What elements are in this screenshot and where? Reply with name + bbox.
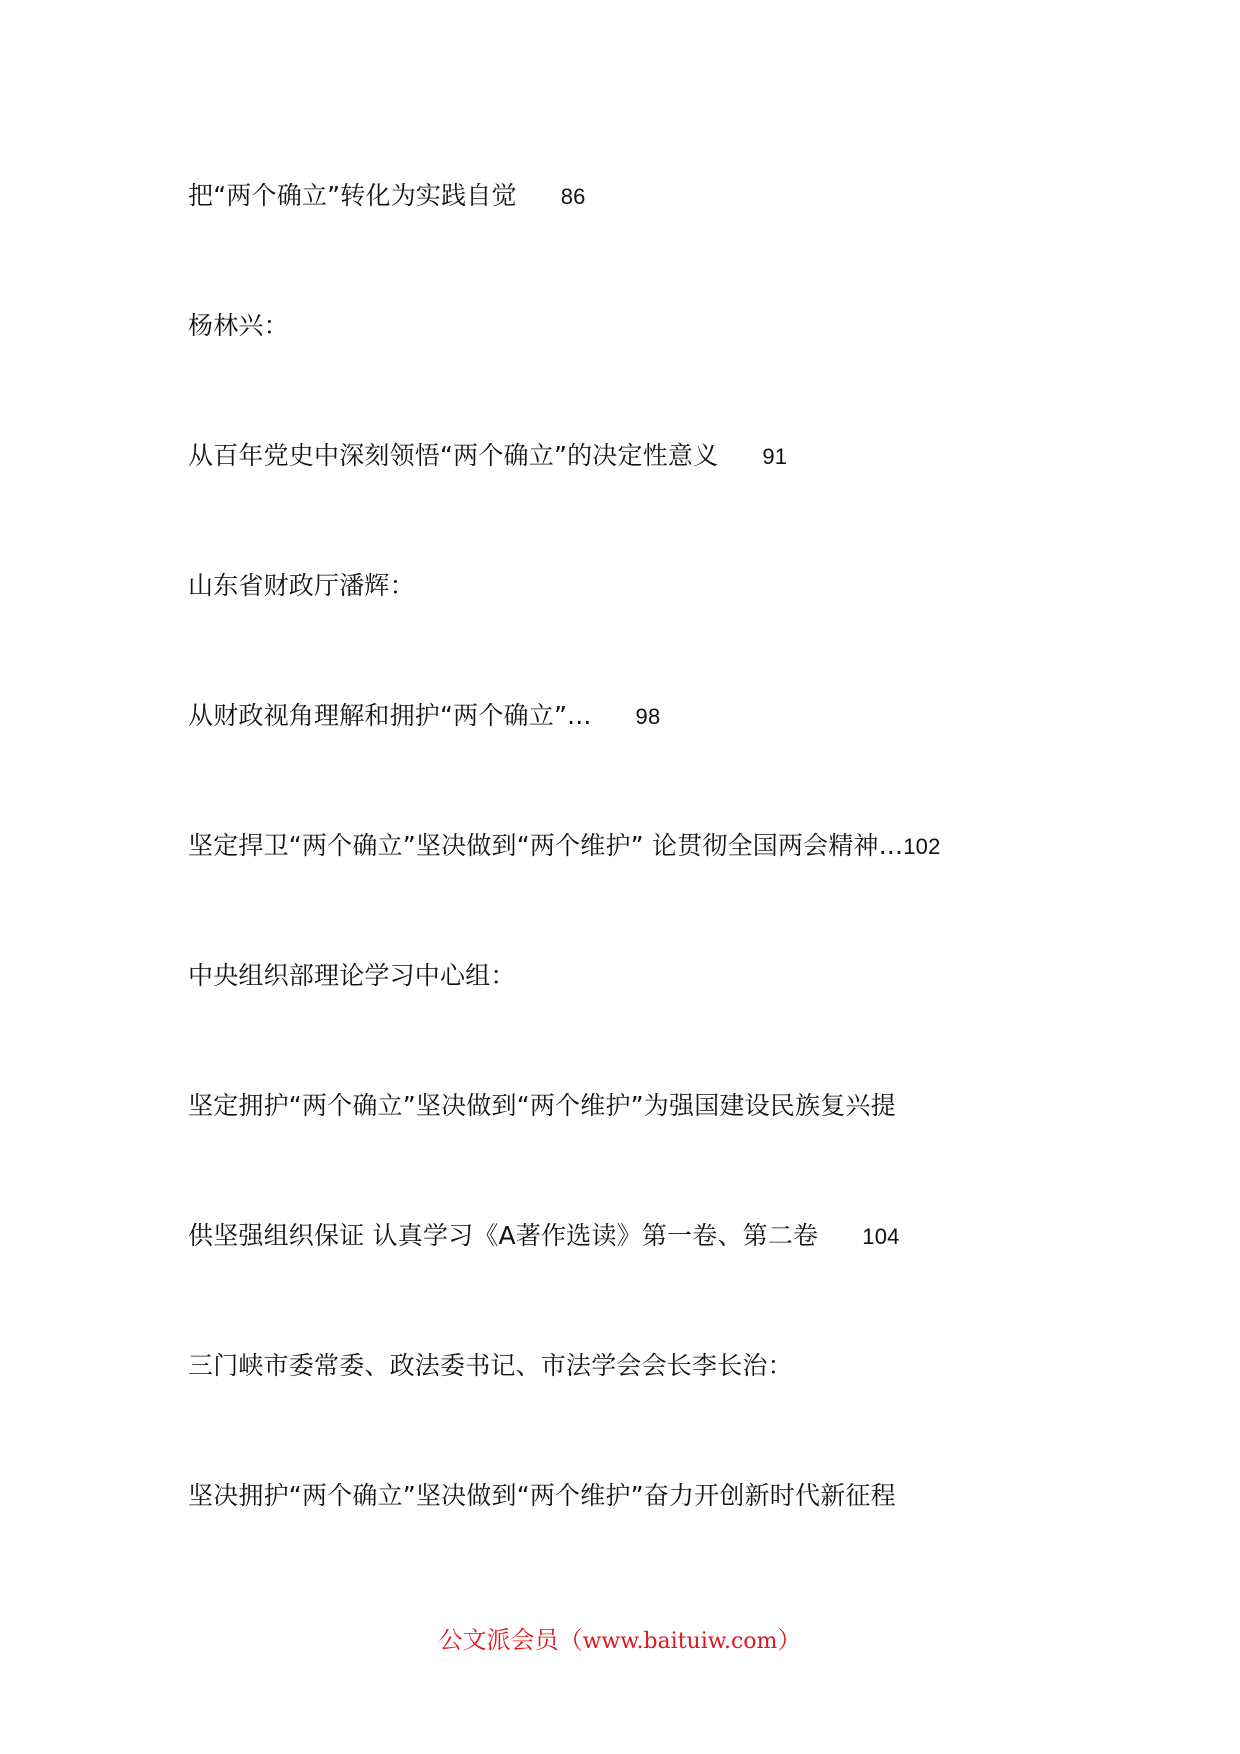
toc-author-line (188, 570, 415, 602)
toc-author-line (188, 1350, 793, 1382)
footer-brand: 公文派会员 (438, 1626, 559, 1654)
footer-close-paren: ） (777, 1626, 802, 1654)
toc-entry-page-number: 91 (762, 444, 788, 469)
toc-entry-title: 从财政视角理解和拥护“两个确立”... (188, 701, 592, 730)
footer-open-paren: （ (558, 1626, 583, 1654)
toc-author-line (188, 310, 289, 342)
toc-entry-title: 坚定捍卫“两个确立”坚决做到“两个维护” 论贯彻全国两会精神... (188, 831, 904, 860)
toc-entry-title: 坚决拥护“两个确立”坚决做到“两个维护”奋力开创新时代新征程 (188, 1481, 896, 1510)
footer-url-link[interactable]: www.baituiw.com (582, 1629, 778, 1654)
toc-entry-page-number: 104 (862, 1224, 900, 1249)
toc-entry[interactable] (188, 830, 941, 863)
toc-author-name: 三门峡市委常委、政法委书记、市法学会会长李长治： (188, 1351, 793, 1380)
toc-entry[interactable] (188, 1480, 896, 1512)
toc-entry-title: 把“两个确立”转化为实践自觉 (188, 181, 517, 210)
toc-author-name: 中央组织部理论学习中心组： (188, 961, 516, 990)
toc-entry[interactable] (188, 1090, 896, 1122)
toc-entry-title: 坚定拥护“两个确立”坚决做到“两个维护”为强国建设民族复兴提 (188, 1091, 896, 1120)
toc-entry-title: 从百年党史中深刻领悟“两个确立”的决定性意义 (188, 441, 719, 470)
toc-entry-title: 供坚强组织保证 认真学习《A著作选读》第一卷、第二卷 (188, 1221, 819, 1250)
toc-entry-page-number: 86 (560, 184, 586, 209)
page-footer (0, 1624, 1240, 1658)
toc-author-line (188, 960, 516, 992)
toc-entry-continuation[interactable] (188, 1220, 900, 1253)
toc-entry-page-number: 98 (635, 704, 661, 729)
toc-author-name: 杨林兴： (188, 311, 289, 340)
toc-author-name: 山东省财政厅潘辉： (188, 571, 415, 600)
toc-entry[interactable] (188, 180, 586, 213)
toc-entry[interactable] (188, 700, 660, 733)
toc-entry[interactable] (188, 440, 787, 473)
toc-entry-page-number: 102 (903, 834, 941, 859)
